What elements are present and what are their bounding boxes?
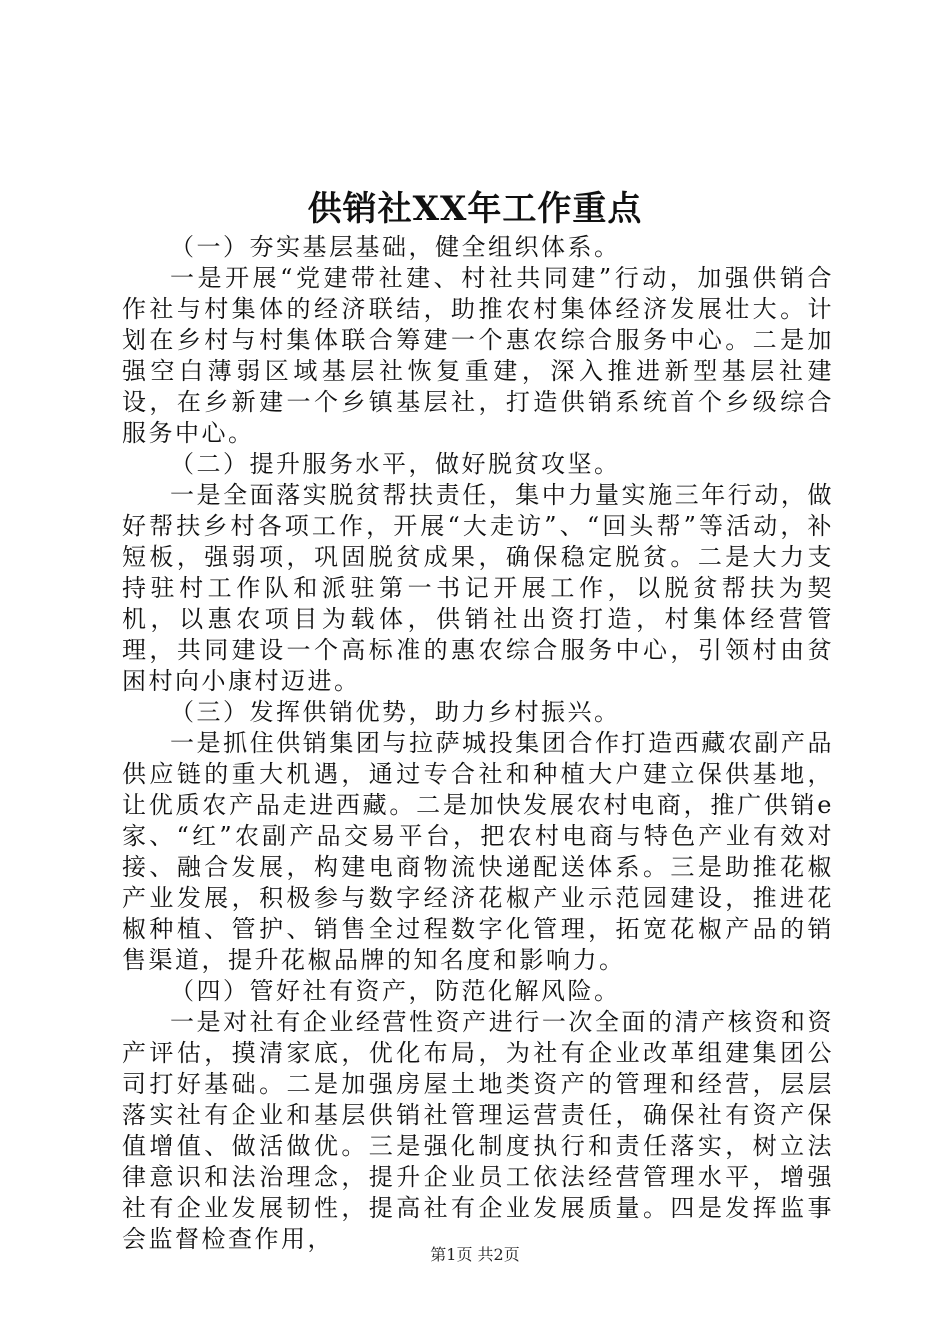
section-heading-1: （一）夯实基层基础，健全组织体系。 xyxy=(170,233,621,261)
section-paragraph-1: 一是开展“党建带社建、村社共同建”行动，加强供销合作社与村集体的经济联结，助推农村集体经济发展壮大。计划在乡村与村集体联合筹建一个惠农综合服务中心。二是加强空白薄弱区域基层社恢复重建，深入推进新型基层社建设，在乡新建一个乡镇基层社，打造供销系统首个乡级综合服务中心。 xyxy=(122,264,834,447)
section-paragraph-2: 一是全面落实脱贫帮扶责任，集中力量实施三年行动，做好帮扶乡村各项工作，开展“大走访”、“回头帮”等活动，补短板，强弱项，巩固脱贫成果，确保稳定脱贫。二是大力支持驻村工作队和派驻第一书记开展工作，以脱贫帮扶为契机，以惠农项目为载体，供销社出资打造，村集体经营管理，共同建设一个高标准的惠农综合服务中心，引领村由贫困村向小康村迈进。 xyxy=(122,481,834,695)
section-paragraph-4: 一是对社有企业经营性资产进行一次全面的清产核资和资产评估，摸清家底，优化布局，为社有企业改革组建集团公司打好基础。二是加强房屋土地类资产的管理和经营，层层落实社有企业和基层供销社管理运营责任，确保社有资产保值增值、做活做优。三是强化制度执行和责任落实，树立法律意识和法治理念，提升企业员工依法经营管理水平，增强社有企业发展韧性，提高社有企业发展质量。四是发挥监事会监督检查作用， xyxy=(122,1008,834,1253)
document-body xyxy=(122,232,834,1255)
section-heading-3: （三）发挥供销优势，助力乡村振兴。 xyxy=(170,698,621,726)
section-paragraph-3: 一是抓住供销集团与拉萨城投集团合作打造西藏农副产品供应链的重大机遇，通过专合社和种植大户建立保供基地，让优质农产品走进西藏。二是加快发展农村电商，推广供销e家、“红”农副产品交易平台，把农村电商与特色产业有效对接、融合发展，构建电商物流快递配送体系。三是助推花椒产业发展，积极参与数字经济花椒产业示范园建设，推进花椒种植、管护、销售全过程数字化管理，拓宽花椒产品的销售渠道，提升花椒品牌的知名度和影响力。 xyxy=(122,729,834,974)
page-footer: 第1页 共2页 xyxy=(430,1245,520,1264)
section-heading-2: （二）提升服务水平，做好脱贫攻坚。 xyxy=(170,450,621,478)
section-heading-4: （四）管好社有资产，防范化解风险。 xyxy=(170,977,621,1005)
document-title: 供销社XX年工作重点 xyxy=(307,189,643,229)
